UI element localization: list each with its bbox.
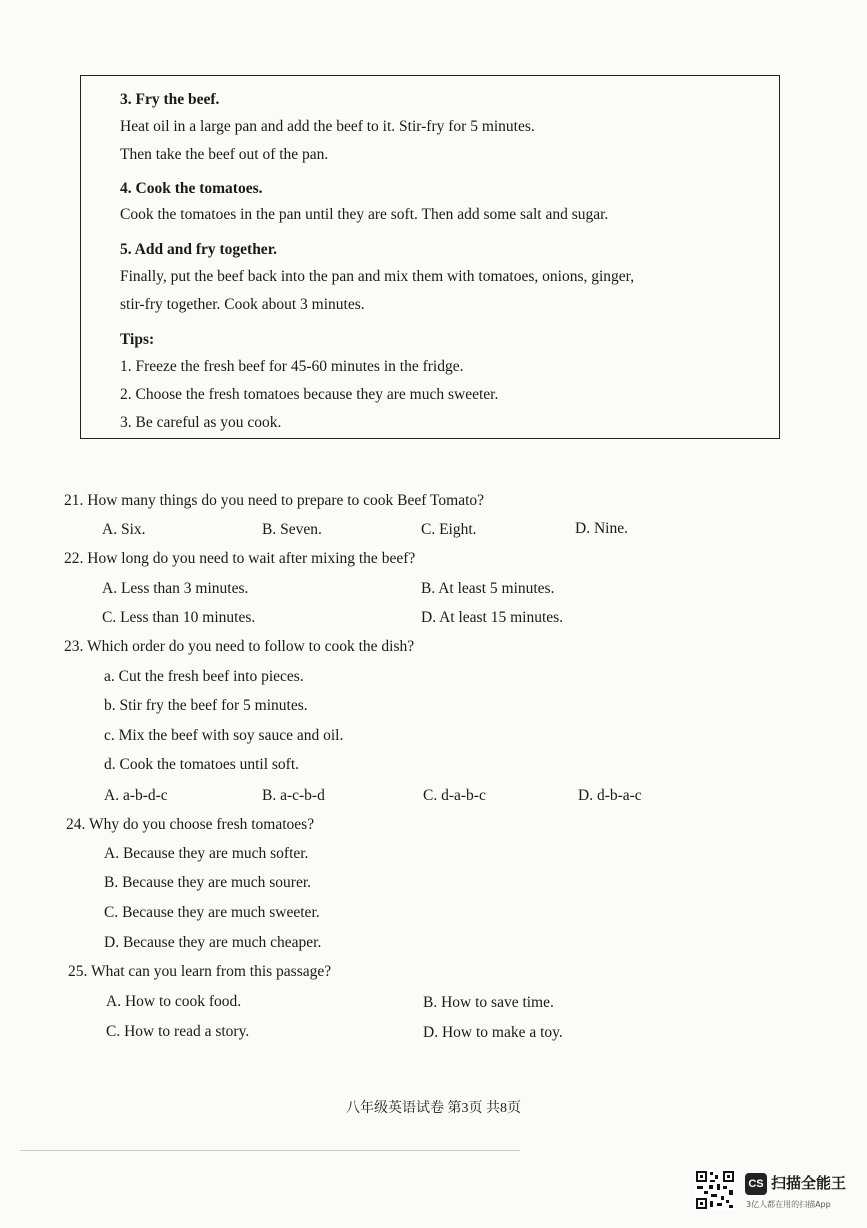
- qr-code-icon: [695, 1170, 735, 1210]
- q21-option-d: D. Nine.: [575, 520, 628, 537]
- tip-1: 1. Freeze the fresh beef for 45-60 minutes in the fridge.: [120, 358, 464, 375]
- tip-2: 2. Choose the fresh tomatoes because they are much sweeter.: [120, 386, 499, 403]
- q23-step-b: b. Stir fry the beef for 5 minutes.: [104, 697, 308, 714]
- q24-option-c: C. Because they are much sweeter.: [104, 904, 320, 921]
- step5-line1: Finally, put the beef back into the pan and mix them with tomatoes, onions, ginger,: [120, 268, 635, 285]
- step3-line2: Then take the beef out of the pan.: [120, 146, 329, 163]
- q22-stem: 22. How long do you need to wait after mixing the beef?: [64, 550, 416, 567]
- step4-line1: Cook the tomatoes in the pan until they are soft. Then add some salt and sugar.: [120, 206, 609, 223]
- q25-option-c: C. How to read a story.: [106, 1023, 250, 1040]
- q23-option-a: A. a-b-d-c: [104, 787, 168, 804]
- tips-title: Tips:: [120, 331, 155, 348]
- q23-step-d: d. Cook the tomatoes until soft.: [104, 756, 300, 773]
- scan-edge-line: [20, 1150, 520, 1151]
- page-footer: 八年级英语试卷 第3页 共8页: [346, 1101, 521, 1116]
- step3-line1: Heat oil in a large pan and add the beef to it. Stir-fry for 5 minutes.: [120, 118, 535, 135]
- q24-stem: 24. Why do you choose fresh tomatoes?: [66, 816, 315, 833]
- q25-option-d: D. How to make a toy.: [423, 1024, 563, 1041]
- q23-option-c: C. d-a-b-c: [423, 787, 486, 804]
- q23-option-d: D. d-b-a-c: [578, 787, 642, 804]
- q25-option-b: B. How to save time.: [423, 994, 554, 1011]
- q22-option-c: C. Less than 10 minutes.: [102, 609, 256, 626]
- q22-option-d: D. At least 15 minutes.: [421, 609, 564, 626]
- q23-option-b: B. a-c-b-d: [262, 787, 325, 804]
- q21-stem: 21. How many things do you need to prepare to cook Beef Tomato?: [64, 492, 485, 509]
- q23-step-c: c. Mix the beef with soy sauce and oil.: [104, 727, 344, 744]
- q22-option-a: A. Less than 3 minutes.: [102, 580, 249, 597]
- q25-option-a: A. How to cook food.: [106, 993, 242, 1010]
- camscanner-logo: CS: [745, 1173, 767, 1195]
- q24-option-b: B. Because they are much sourer.: [104, 874, 312, 891]
- q21-option-b: B. Seven.: [262, 521, 322, 538]
- q21-option-a: A. Six.: [102, 521, 146, 538]
- step4-title: 4. Cook the tomatoes.: [120, 180, 263, 197]
- step3-title: 3. Fry the beef.: [120, 91, 220, 108]
- q21-option-c: C. Eight.: [421, 521, 477, 538]
- q22-option-b: B. At least 5 minutes.: [421, 580, 555, 597]
- step5-line2: stir-fry together. Cook about 3 minutes.: [120, 296, 365, 313]
- q23-step-a: a. Cut the fresh beef into pieces.: [104, 668, 304, 685]
- q24-option-d: D. Because they are much cheaper.: [104, 934, 322, 951]
- step5-title: 5. Add and fry together.: [120, 241, 278, 258]
- tip-3: 3. Be careful as you cook.: [120, 414, 282, 431]
- q25-stem: 25. What can you learn from this passage?: [68, 963, 332, 980]
- q23-stem: 23. Which order do you need to follow to cook the dish?: [64, 638, 415, 655]
- scanner-slogan: 3亿人都在用的扫描App: [746, 1200, 831, 1209]
- scanner-brand: 扫描全能王: [771, 1174, 847, 1192]
- q24-option-a: A. Because they are much softer.: [104, 845, 309, 862]
